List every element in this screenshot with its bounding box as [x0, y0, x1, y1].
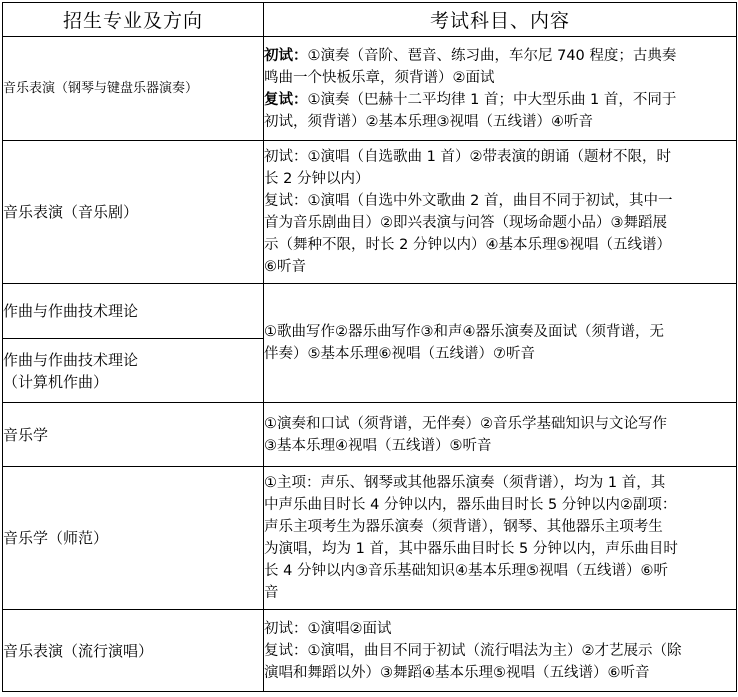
content-line — [264, 212, 736, 234]
major-line: （计算机作曲） — [3, 372, 109, 391]
major-name: 音乐学 — [3, 403, 264, 467]
exam-stage-label: 初试： — [264, 620, 308, 637]
content-text: ①演唱（自选歌曲 1 首）②带表演的朗诵（题材不限，时 — [307, 149, 671, 165]
major-name: 音乐表演（流行演唱） — [3, 610, 264, 692]
content-text: ①演唱（自选中外文歌曲 2 首，曲目不同于初试，其中一 — [307, 193, 673, 209]
major-line: 作曲与作曲技术理论 — [3, 350, 139, 369]
major-name: 音乐表演（音乐剧） — [3, 141, 264, 284]
content-text: ①演奏（巴赫十二平均律 1 首；中大型乐曲 1 首，不同于 — [307, 91, 677, 108]
content-line — [264, 89, 736, 111]
content-line — [264, 413, 736, 435]
content-text: 首为音乐剧曲目）②即兴表演与问答（现场命题小品）③舞蹈展 — [264, 215, 667, 231]
content-line — [264, 472, 736, 494]
header-content: 考试科目、内容 — [264, 3, 737, 37]
content-text: ①演奏（音阶、琶音、练习曲，车尔尼 740 程度；古典奏 — [307, 47, 677, 64]
content-text: 中声乐曲目时长 4 分钟以内，器乐曲目时长 5 分钟以内②副项： — [264, 497, 677, 513]
exam-content — [264, 141, 737, 284]
major-name: 音乐表演（钢琴与键盘乐器演奏） — [3, 37, 264, 141]
content-line — [264, 560, 736, 582]
major-name — [3, 339, 264, 403]
exam-content — [264, 610, 737, 692]
content-text: 演唱和舞蹈以外）③舞蹈④基本乐理⑤视唱（五线谱）⑥听音 — [264, 664, 650, 681]
content-text: ③基本乐理④视唱（五线谱）⑤听音 — [264, 437, 492, 454]
major-name: 音乐学（师范） — [3, 467, 264, 610]
content-line — [264, 234, 736, 256]
exam-content — [264, 284, 737, 403]
content-line — [264, 168, 736, 190]
exam-stage-label: 初试： — [264, 47, 308, 64]
content-line — [264, 662, 736, 684]
exam-content — [264, 467, 737, 610]
content-line — [264, 494, 736, 516]
content-text: 为演唱，均为 1 首，其中器乐曲目时长 5 分钟以内，声乐曲目时 — [264, 541, 678, 557]
exam-stage-label: 初试： — [264, 149, 308, 165]
major-name: 作曲与作曲技术理论 — [3, 284, 264, 339]
content-text: 声乐主项考生为器乐演奏（须背谱），钢琴、其他器乐主项考生 — [264, 519, 663, 535]
content-text: 鸣曲一个快板乐章，须背谱）②面试 — [264, 69, 495, 86]
exam-stage-label: 复试： — [264, 91, 308, 108]
table-row — [3, 403, 737, 467]
exam-stage-label: 复试： — [264, 193, 308, 209]
table-row — [3, 37, 737, 141]
content-line — [264, 321, 736, 343]
content-line — [264, 45, 736, 67]
admissions-table — [2, 2, 737, 692]
content-text: 示（舞种不限，时长 2 分钟以内）④基本乐理⑤视唱（五线谱） — [264, 237, 671, 253]
content-text: ①歌曲写作②器乐曲写作③和声④器乐演奏及面试（须背谱，无 — [264, 324, 664, 340]
header-major: 招生专业及方向 — [3, 3, 264, 37]
content-text: 长 2 分钟以内） — [264, 171, 370, 187]
table-row — [3, 610, 737, 692]
content-line — [264, 582, 736, 604]
content-text: 长 4 分钟以内③音乐基础知识④基本乐理⑤视唱（五线谱）⑥听 — [264, 563, 668, 579]
content-text: 初试，须背谱）②基本乐理③视唱（五线谱）④听音 — [264, 113, 593, 130]
content-text: ①演奏和口试（须背谱，无伴奏）②音乐学基础知识与文论写作 — [264, 415, 667, 432]
content-line — [264, 343, 736, 365]
table-row — [3, 467, 737, 610]
table-row — [3, 284, 737, 339]
content-line — [264, 256, 736, 278]
content-line — [264, 190, 736, 212]
content-text: ⑥听音 — [264, 259, 306, 275]
content-text: 伴奏）⑤基本乐理⑥视唱（五线谱）⑦听音 — [264, 346, 535, 362]
content-text: ①演唱，曲目不同于初试（流行唱法为主）②才艺展示（除 — [307, 642, 682, 659]
content-text: ①主项：声乐、钢琴或其他器乐演奏（须背谱），均为 1 首，其 — [264, 475, 666, 491]
header-row — [3, 3, 737, 37]
exam-content — [264, 403, 737, 467]
exam-stage-label: 复试： — [264, 642, 308, 659]
content-line — [264, 111, 736, 133]
content-line — [264, 146, 736, 168]
content-line — [264, 516, 736, 538]
content-line — [264, 618, 736, 640]
content-line — [264, 640, 736, 662]
content-line — [264, 67, 736, 89]
table-row — [3, 141, 737, 284]
exam-content — [264, 37, 737, 141]
content-line — [264, 538, 736, 560]
content-text: ①演唱②面试 — [307, 620, 392, 637]
content-line — [264, 435, 736, 457]
content-text: 音 — [264, 585, 279, 601]
